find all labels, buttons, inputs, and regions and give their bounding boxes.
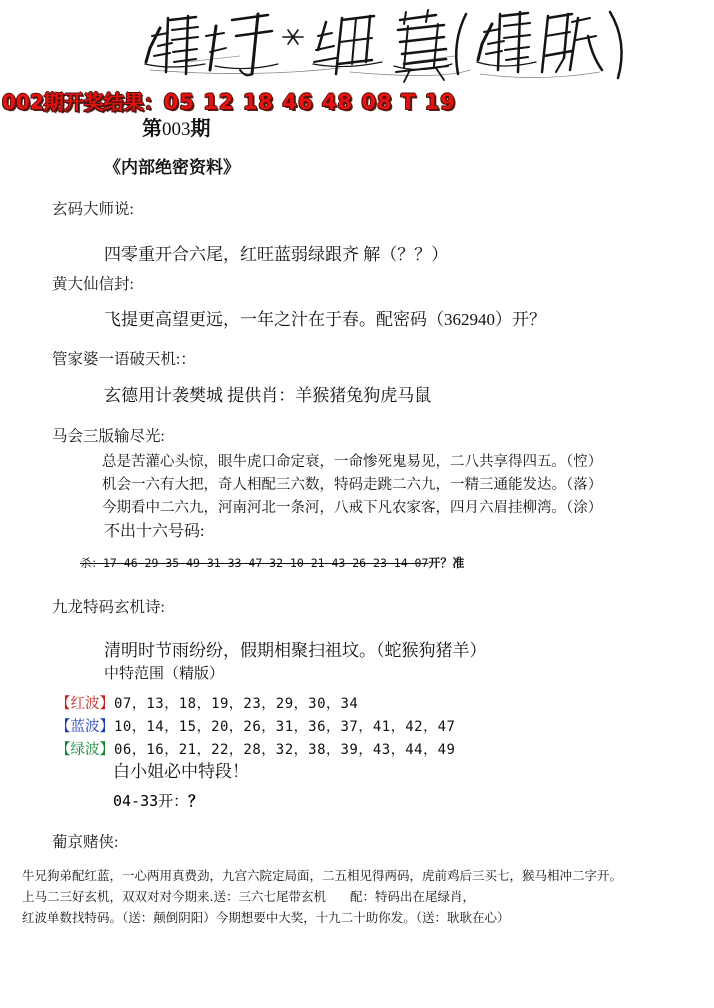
wave-label-red: 【红波】 <box>56 696 114 712</box>
baixiaojie-range-text: 04-33开： <box>113 792 189 810</box>
pujing-line-1: 牛兄狗弟配红蓝，一心两用真费劲，九宫六院定局面，二五相见得两码，虎前鸡后三买七，猴马相冲二字开。 <box>22 868 623 883</box>
lottery-result-banner <box>2 86 456 115</box>
kill-numbers-values: 17 46 29 35 49 31 33 47 32 10 21 43 26 23 14 07 <box>103 556 429 570</box>
mahui-poem-line-1: 总是苦灌心头惊，眼牛虎口命定衰，一命惨死鬼易见，二八共享得四五。（悾） <box>102 454 603 470</box>
issue-number <box>142 112 211 141</box>
pujing-line-3: 配：特码出在尾绿肖， <box>350 889 476 904</box>
section-heading-pujing: 葡京赌侠: <box>52 834 119 851</box>
wave-row-blue <box>56 715 455 736</box>
section-body-huangdaxian: 飞提更高望更远，一年之汁在于春。配密码（362940）开？ <box>104 310 546 329</box>
section-body-jiulong: 清明时节雨纷纷，假期相聚扫祖坟。（蛇猴狗猪羊） <box>104 641 487 660</box>
baixiaojie-range <box>113 790 203 811</box>
section-heading-guanjiapo: 管家婆一语破天机:： <box>52 351 196 368</box>
section-body-xuanma: 四零重开合六尾，红旺蓝弱绿跟齐 解（？？） <box>104 245 449 264</box>
section-body-guanjiapo: 玄德用计袭樊城 提供肖：羊猴猪兔狗虎马鼠 <box>104 386 432 405</box>
wave-label-blue: 【蓝波】 <box>56 719 114 735</box>
wave-numbers-green: 06，16，21，22，28，32，38，39，43，44，49 <box>114 742 456 758</box>
pujing-line-4: 红波单数找特码。（送：颠倒阴阳）今期想要中大奖，十九二十助你发。（送：耿耿在心） <box>22 910 510 925</box>
wave-numbers-red: 07，13，18，19，23，29，30，34 <box>114 696 359 712</box>
mahui-subheading: 不出十六号码: <box>104 523 205 540</box>
issue-digits: 003 <box>162 119 191 140</box>
wave-numbers-blue: 10，14，15，20，26，31，36，37，41，42，47 <box>114 719 456 735</box>
wave-row-red <box>56 692 358 713</box>
result-banner-special-marker: T <box>400 90 417 114</box>
wave-label-green: 【绿波】 <box>56 742 114 758</box>
issue-suffix: 期 <box>190 116 211 140</box>
result-banner-numbers: 05 12 18 46 48 08 <box>163 90 393 114</box>
kill-numbers-prefix: 杀： <box>80 556 103 570</box>
kill-numbers-line <box>80 554 464 571</box>
masthead-calligraphy-title <box>0 0 714 88</box>
section-heading-huangdaxian: 黄大仙信封: <box>52 276 134 293</box>
baixiaojie-result: ？ <box>188 792 204 810</box>
issue-prefix: 第 <box>142 116 162 140</box>
document-title: 《内部绝密资料》 <box>104 158 240 178</box>
kill-numbers-suffix: 开？准 <box>428 556 465 570</box>
pujing-line-2: 上马二三好玄机，双双对对今期来.送：三六七尾带玄机 <box>22 889 326 904</box>
mahui-poem-line-3: 今期看中二六九，河南河北一条河，八戒下凡农家客，四月六眉挂柳湾。（涂） <box>102 500 603 516</box>
mahui-poem-line-2: 机会一六有大把，奇人相配三六数，特码走跳二六九，一精三通能发达。（落） <box>102 477 603 493</box>
wave-row-green <box>56 738 455 759</box>
jiulong-subtitle: 中特范围（精版） <box>104 666 225 682</box>
result-banner-special-number: 19 <box>424 90 456 114</box>
baixiaojie-slogan: 白小姐必中特段！ <box>113 762 249 781</box>
section-heading-xuanma: 玄码大师说: <box>52 201 134 218</box>
result-banner-label: 002期开奖结果： <box>2 90 164 114</box>
section-heading-mahui: 马会三版输尽光: <box>52 428 165 445</box>
section-heading-jiulong: 九龙特码玄机诗: <box>52 599 165 616</box>
